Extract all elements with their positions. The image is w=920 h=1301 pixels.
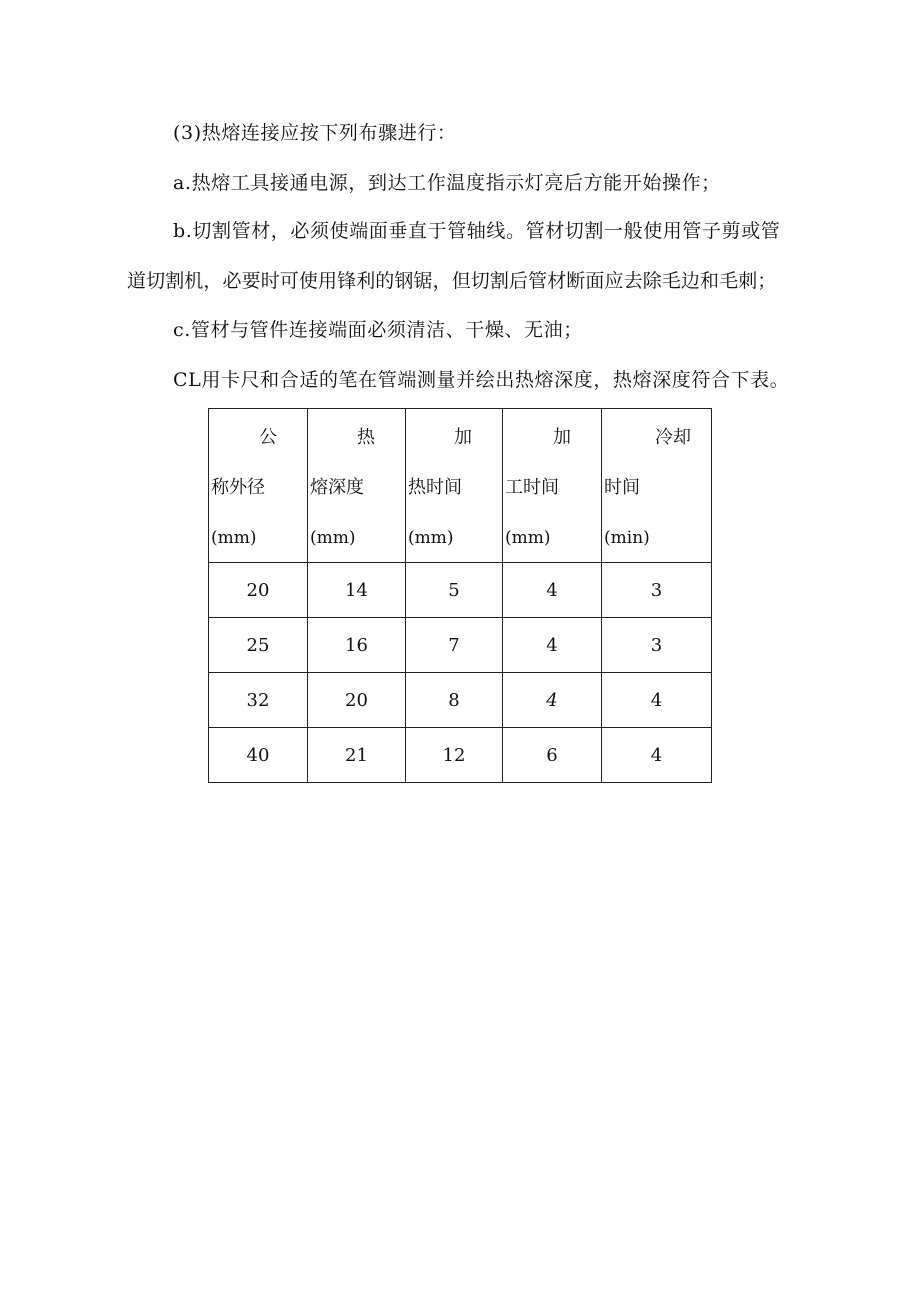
- header-text: 加: [454, 427, 472, 448]
- table-cell: 8: [406, 673, 503, 728]
- header-processing-time: [503, 409, 602, 563]
- header-text: 称外径: [211, 477, 265, 498]
- table-cell: 20: [209, 563, 308, 618]
- table-cell: 4: [602, 673, 712, 728]
- table-row: [209, 728, 712, 783]
- header-text: 热时间: [408, 477, 462, 498]
- table-cell: 3: [602, 618, 712, 673]
- table-cell: 4: [602, 728, 712, 783]
- header-text: 工时间: [505, 477, 559, 498]
- table-cell: 5: [406, 563, 503, 618]
- step-c: c.管材与管件连接端面必须清洁、干燥、无油；: [173, 319, 583, 341]
- step-a: a.热熔工具接通电源，到达工作温度指示灯亮后方能开始操作；: [173, 172, 721, 194]
- header-text: 冷却: [655, 427, 691, 448]
- table-row: [209, 673, 712, 728]
- header-text: 时间: [604, 477, 640, 498]
- table-cell: 3: [602, 563, 712, 618]
- header-unit: (mm): [505, 528, 551, 548]
- step-b-line1: b.切割管材，必须使端面垂直于管轴线。管材切割一般使用管子剪或管: [173, 220, 781, 242]
- fusion-parameter-table: [208, 408, 712, 783]
- header-unit: (mm): [408, 528, 454, 548]
- table-row: [209, 563, 712, 618]
- table-cell: 6: [503, 728, 602, 783]
- header-text: 加: [553, 427, 571, 448]
- step-b-line2: 道切割机，必要时可使用锋利的钢锯，但切割后管材断面应去除毛边和毛刺；: [127, 270, 777, 292]
- table-cell: 12: [406, 728, 503, 783]
- step-d: CL用卡尺和合适的笔在管端测量并绘出热熔深度，热熔深度符合下表。: [173, 369, 790, 391]
- table-cell: 7: [406, 618, 503, 673]
- header-text: 熔深度: [310, 477, 364, 498]
- table-cell: 25: [209, 618, 308, 673]
- header-text: 公: [259, 427, 277, 448]
- step-heading: (3)热熔连接应按下列布骤进行：: [173, 122, 457, 144]
- header-fusion-depth: [308, 409, 406, 563]
- table-cell: 14: [308, 563, 406, 618]
- header-text: 热: [357, 427, 375, 448]
- table-header-row: [209, 409, 712, 563]
- table-cell: 40: [209, 728, 308, 783]
- header-unit: (min): [604, 528, 650, 548]
- header-nominal-diameter: [209, 409, 308, 563]
- header-unit: (mm): [211, 528, 257, 548]
- header-unit: (mm): [310, 528, 356, 548]
- table-cell: 32: [209, 673, 308, 728]
- table-cell: 4: [503, 673, 602, 728]
- table-cell: 4: [503, 563, 602, 618]
- table-cell: 4: [503, 618, 602, 673]
- header-cooling-time: [602, 409, 712, 563]
- header-heating-time: [406, 409, 503, 563]
- table-cell: 20: [308, 673, 406, 728]
- table-row: [209, 618, 712, 673]
- table-cell: 16: [308, 618, 406, 673]
- table-cell: 21: [308, 728, 406, 783]
